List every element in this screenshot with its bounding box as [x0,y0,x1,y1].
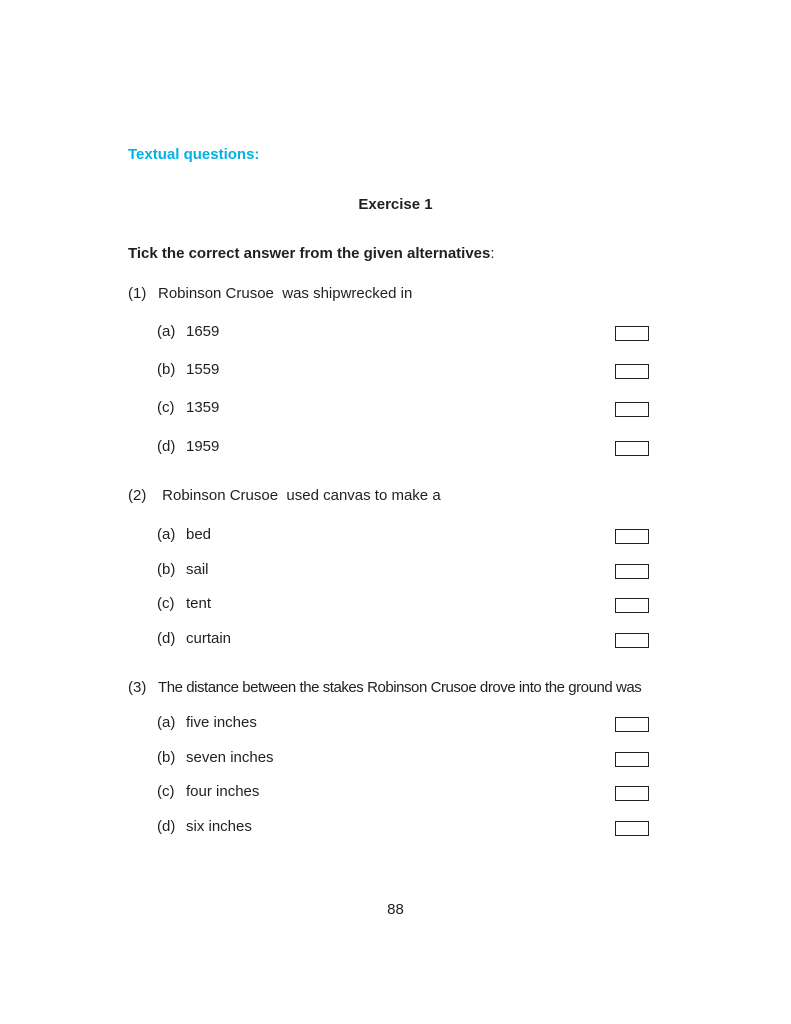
option-text: five inches [186,714,257,731]
option-text: 1359 [186,399,220,416]
option-letter: (b) [157,361,176,378]
option-letter: (c) [157,595,175,612]
page-number: 88 [387,901,404,918]
option-letter: (d) [157,818,176,835]
option-text: 1659 [186,323,220,340]
option-text: four inches [186,783,260,800]
option-text: curtain [186,630,232,647]
question-3-option-b [157,749,274,766]
answer-checkbox[interactable] [615,364,649,379]
option-text: seven inches [186,749,274,766]
question-text: Robinson Crusoe was shipwrecked in [158,285,413,302]
option-text: 1559 [186,361,220,378]
answer-checkbox[interactable] [615,529,649,544]
option-text: six inches [186,818,252,835]
question-3 [128,679,641,696]
answer-checkbox[interactable] [615,564,649,579]
question-3-option-c [157,783,259,800]
answer-checkbox[interactable] [615,441,649,456]
question-2-option-d [157,630,231,647]
question-2-option-c [157,595,211,612]
instruction-bold: Tick the correct answer from the given alternatives [128,245,491,262]
question-1 [128,285,412,302]
question-text: The distance between the stakes Robinson Crusoe drove into the ground was [158,679,642,696]
question-3-option-d [157,818,252,835]
question-2-option-a [157,526,211,543]
answer-checkbox[interactable] [615,633,649,648]
option-letter: (a) [157,526,176,543]
instruction-suffix: : [490,245,495,262]
exercise-title: Exercise 1 [358,196,433,213]
option-text: sail [186,561,209,578]
question-3-option-a [157,714,257,731]
question-1-option-a [157,323,219,340]
answer-checkbox[interactable] [615,402,649,417]
option-letter: (d) [157,438,176,455]
option-letter: (c) [157,783,175,800]
answer-checkbox[interactable] [615,752,649,767]
option-text: bed [186,526,212,543]
option-letter: (b) [157,561,176,578]
option-letter: (c) [157,399,175,416]
question-number: (1) [128,285,147,302]
option-letter: (a) [157,323,176,340]
question-2 [128,487,441,504]
question-text: Robinson Crusoe used canvas to make a [158,487,441,504]
question-number: (3) [128,679,147,696]
answer-checkbox[interactable] [615,821,649,836]
answer-checkbox[interactable] [615,717,649,732]
answer-checkbox[interactable] [615,326,649,341]
option-letter: (b) [157,749,176,766]
answer-checkbox[interactable] [615,598,649,613]
question-2-option-b [157,561,209,578]
option-letter: (d) [157,630,176,647]
answer-checkbox[interactable] [615,786,649,801]
option-text: tent [186,595,212,612]
section-title: Textual questions: [128,146,260,163]
question-number: (2) [128,487,147,504]
option-text: 1959 [186,438,220,455]
instruction [128,245,495,262]
option-letter: (a) [157,714,176,731]
question-1-option-d [157,438,219,455]
question-1-option-b [157,361,219,378]
question-1-option-c [157,399,219,416]
